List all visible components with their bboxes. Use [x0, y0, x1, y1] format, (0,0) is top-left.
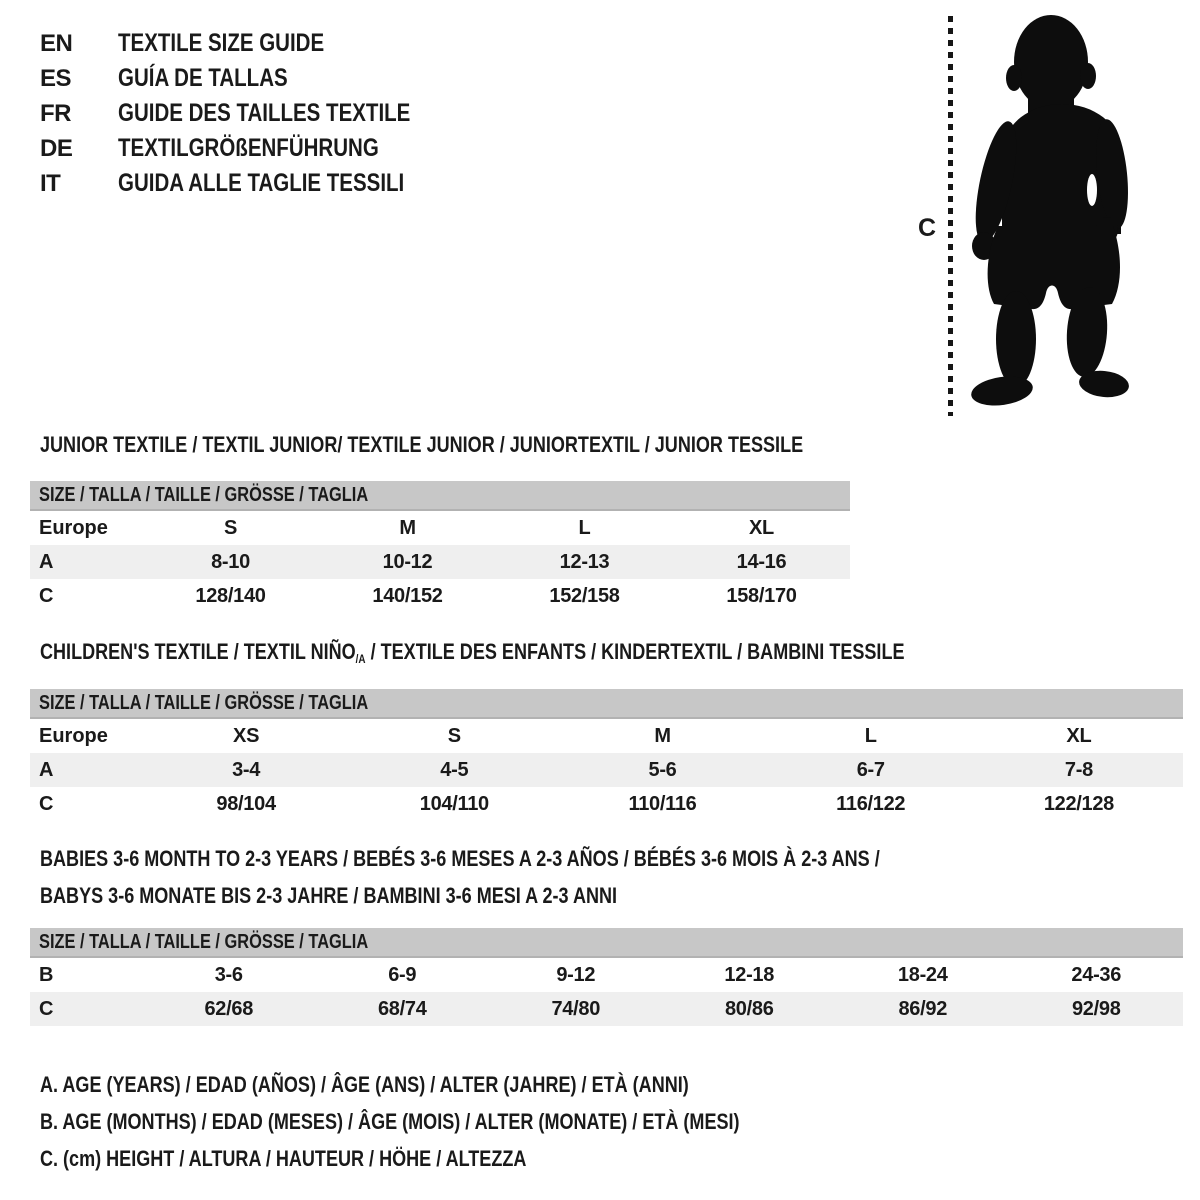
legend-line-b: B. AGE (MONTHS) / EDAD (MESES) / ÂGE (MOIS) / ALTER (MONATE) / ETÀ (MESI) — [40, 1109, 740, 1134]
table-cell: 110/116 — [628, 792, 697, 815]
table-row — [30, 992, 1183, 1026]
table-cell: 104/110 — [419, 792, 489, 815]
table-row — [30, 579, 850, 613]
language-row — [40, 26, 475, 61]
table-cell: 140/152 — [372, 584, 443, 607]
table-cell: 62/68 — [204, 997, 254, 1020]
table-cell: XL — [749, 516, 774, 539]
row-label: B — [39, 963, 54, 986]
row-label: A — [39, 550, 54, 573]
baby-silhouette-icon — [966, 14, 1138, 414]
table-cell: 92/98 — [1071, 997, 1121, 1020]
table-cell: 7-8 — [1064, 758, 1093, 781]
table-cell: L — [864, 724, 877, 747]
junior-size-table — [30, 481, 850, 613]
table-cell: M — [654, 724, 671, 747]
legend — [40, 1066, 893, 1177]
height-marker-label: C — [918, 214, 937, 242]
table-cell: 3-4 — [232, 758, 261, 781]
table-cell: 74/80 — [551, 997, 601, 1020]
table-cell: 14-16 — [736, 550, 787, 573]
legend-line-a: A. AGE (YEARS) / EDAD (AÑOS) / ÂGE (ANS) / ALTER (JAHRE) / ETÀ (ANNI) — [40, 1072, 689, 1097]
table-cell: 6-9 — [388, 963, 417, 986]
language-row — [40, 61, 475, 96]
table-cell: 10-12 — [382, 550, 433, 573]
table-cell: S — [447, 724, 461, 747]
table-cell: 122/128 — [1043, 792, 1115, 815]
table-cell: XS — [233, 724, 260, 747]
language-list — [40, 26, 475, 201]
language-code: IT — [40, 169, 61, 197]
size-table-header: SIZE / TALLA / TAILLE / GRÖSSE / TAGLIA — [30, 689, 1183, 719]
row-label: Europe — [39, 724, 108, 747]
language-title: TEXTILGRÖßENFÜHRUNG — [118, 134, 379, 162]
row-label: A — [39, 758, 54, 781]
table-row — [30, 545, 850, 579]
subscript-text: /A — [355, 652, 366, 666]
table-cell: 80/86 — [724, 997, 774, 1020]
size-table-header: SIZE / TALLA / TAILLE / GRÖSSE / TAGLIA — [30, 481, 850, 511]
table-cell: S — [223, 516, 238, 539]
table-cell: 5-6 — [648, 758, 677, 781]
table-cell: 98/104 — [216, 792, 276, 815]
table-cell: 18-24 — [897, 963, 948, 986]
table-cell: 3-6 — [214, 963, 243, 986]
table-cell: 24-36 — [1071, 963, 1122, 986]
language-row — [40, 166, 475, 201]
table-row — [30, 787, 1183, 821]
language-title: GUIDE DES TAILLES TEXTILE — [118, 99, 411, 127]
table-cell: 9-12 — [556, 963, 596, 986]
size-table-header: SIZE / TALLA / TAILLE / GRÖSSE / TAGLIA — [30, 928, 1183, 958]
table-cell: 12-13 — [559, 550, 610, 573]
table-row — [30, 719, 1183, 753]
babies-size-table — [30, 928, 1183, 1026]
height-dotted-line — [948, 16, 953, 416]
language-row — [40, 96, 475, 131]
table-cell: 152/158 — [549, 584, 620, 607]
language-row — [40, 131, 475, 166]
table-cell: L — [578, 516, 591, 539]
row-label: C — [39, 997, 54, 1020]
table-row — [30, 511, 850, 545]
language-code: DE — [40, 134, 73, 162]
language-code: EN — [40, 29, 73, 57]
table-cell: 86/92 — [898, 997, 948, 1020]
children-section-title: CHILDREN'S TEXTILE / TEXTIL $NIÑO_{/A}$ / TEXTILE DES ENFANTS / KINDERTEXTIL / BAMBINI TESSILE — [40, 639, 905, 666]
language-code: ES — [40, 64, 72, 92]
language-title: GUIDA ALLE TAGLIE TESSILI — [118, 169, 405, 197]
children-size-table — [30, 689, 1183, 821]
table-cell: 4-5 — [440, 758, 469, 781]
language-code: FR — [40, 99, 71, 127]
table-cell: 68/74 — [377, 997, 427, 1020]
row-label: Europe — [39, 516, 108, 539]
table-cell: M — [399, 516, 416, 539]
table-cell: 116/122 — [836, 792, 906, 815]
table-cell: 12-18 — [724, 963, 775, 986]
table-cell: XL — [1066, 724, 1092, 747]
babies-section-title: BABIES 3-6 MONTH TO 2-3 YEARS / BEBÉS 3-6 MESES A 2-3 AÑOS / BÉBÉS 3-6 MOIS À 2-3 ANS / BABYS 3-6 MONATE BIS 2-3 JAHRE / BAMBINI 3-6 MESI A 2-3 ANNI — [40, 846, 880, 908]
language-title: GUÍA DE TALLAS — [118, 64, 288, 92]
table-cell: 128/140 — [195, 584, 266, 607]
legend-line-c: C. (cm) HEIGHT / ALTURA / HAUTEUR / HÖHE / ALTEZZA — [40, 1146, 527, 1171]
table-cell: 8-10 — [211, 550, 250, 573]
table-cell: 6-7 — [856, 758, 885, 781]
table-cell: 158/170 — [726, 584, 797, 607]
language-title: TEXTILE SIZE GUIDE — [118, 29, 325, 57]
table-row — [30, 753, 1183, 787]
row-label: C — [39, 792, 54, 815]
table-row — [30, 958, 1183, 992]
row-label: C — [39, 584, 54, 607]
junior-section-title: JUNIOR TEXTILE / TEXTIL JUNIOR/ TEXTILE JUNIOR / JUNIORTEXTIL / JUNIOR TESSILE — [40, 432, 804, 457]
